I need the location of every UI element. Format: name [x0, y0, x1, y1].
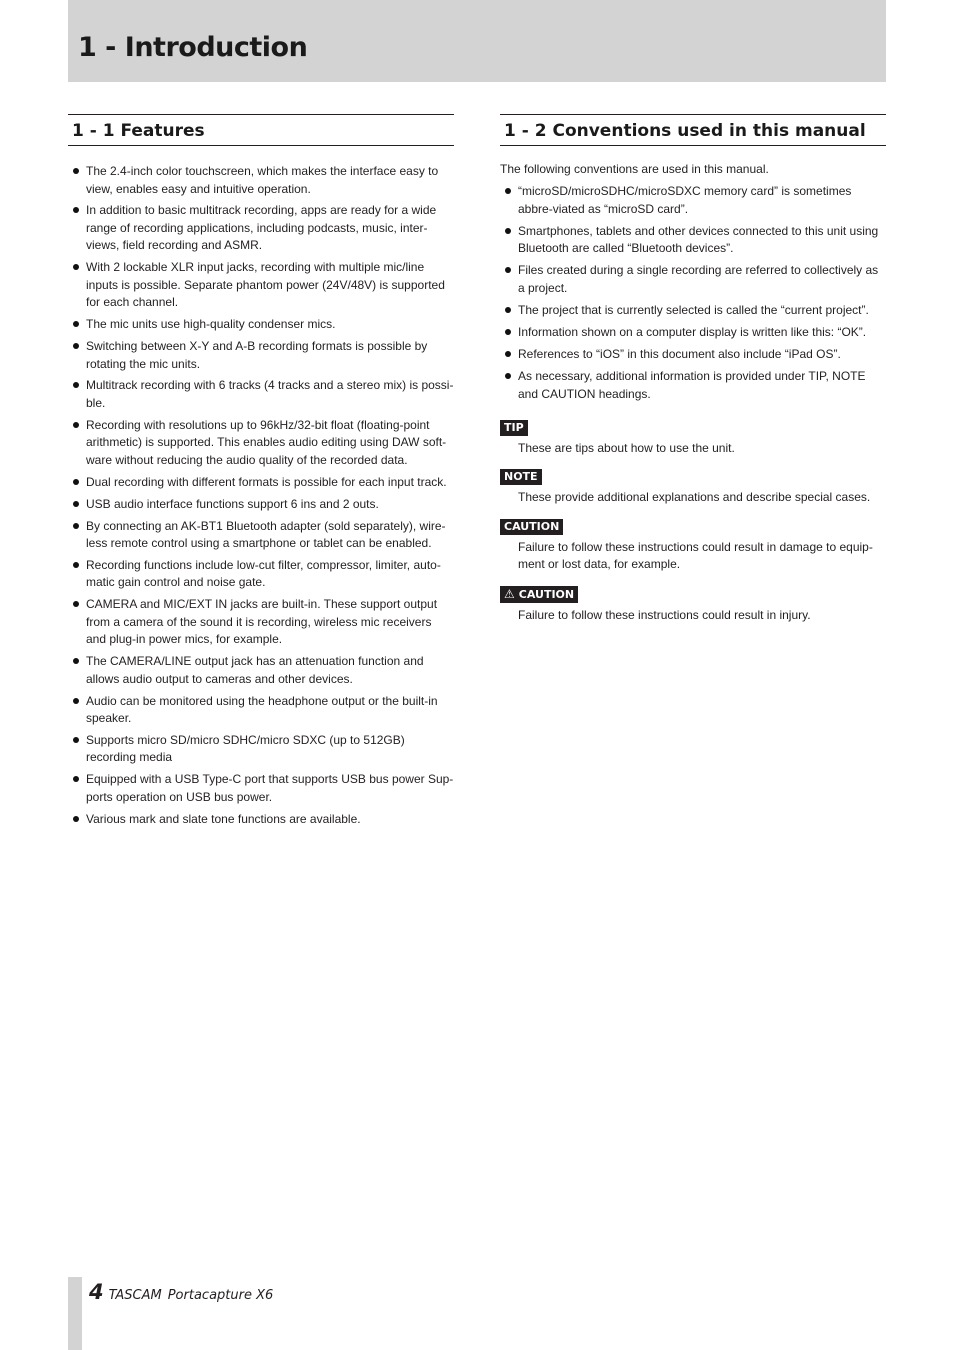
tip-text: These are tips about how to use the unit.	[518, 440, 735, 455]
bullet-icon	[73, 168, 79, 174]
list-item-text: By connecting an AK-BT1 Bluetooth adapter (sold separately), wire-less remote control using a smartphone or tablet can be enabled.	[86, 518, 446, 551]
list-item	[68, 693, 454, 728]
conventions-section	[500, 114, 886, 624]
list-item-text: The project that is currently selected is called the “current project”.	[518, 302, 869, 317]
bullet-icon	[73, 422, 79, 428]
list-item-text: Various mark and slate tone functions are available.	[86, 811, 361, 826]
bullet-icon	[73, 562, 79, 568]
list-item	[68, 771, 454, 806]
list-item	[68, 202, 454, 255]
bullet-icon	[73, 264, 79, 270]
list-item	[68, 496, 454, 514]
bullet-icon	[73, 601, 79, 607]
bullet-icon	[73, 207, 79, 213]
conventions-list	[500, 183, 886, 403]
list-item-text: References to “iOS” in this document also include “iPad OS”.	[518, 346, 841, 361]
list-item	[68, 259, 454, 312]
list-item-text: Recording functions include low-cut filter, compressor, limiter, auto-matic gain control and noise gate.	[86, 557, 441, 590]
list-item-text: Equipped with a USB Type-C port that supports USB bus power Sup-ports operation on USB bus power.	[86, 772, 454, 804]
page-number: 4	[89, 1280, 104, 1304]
list-item-text: With 2 lockable XLR input jacks, recording with multiple mic/line inputs is possible. Separate phantom power (24V/48V) is supported for each channel.	[86, 260, 445, 310]
warning-caution-tag	[500, 586, 578, 603]
bullet-icon	[505, 267, 511, 273]
warning-caution-label: CAUTION	[518, 587, 575, 601]
bullet-icon	[73, 698, 79, 704]
list-item-text: Recording with resolutions up to 96kHz/32-bit float (floating-point arithmetic) is supported. This enables audio editing using DAW soft-ware without reducing the audio quality of the recorded data.	[86, 417, 447, 467]
list-item	[68, 474, 454, 492]
list-item	[500, 324, 886, 342]
list-item-text: Files created during a single recording are referred to collectively as a project.	[518, 263, 879, 295]
list-item	[500, 183, 886, 218]
bullet-icon	[73, 776, 79, 782]
warning-triangle-icon: ⚠	[504, 586, 515, 601]
list-item-text: Audio can be monitored using the headphone output or the built-in speaker.	[86, 693, 438, 726]
list-item-text: USB audio interface functions support 6 ins and 2 outs.	[86, 496, 379, 511]
list-item-text: The CAMERA/LINE output jack has an attenuation function and allows audio output to cameras and other devices.	[86, 654, 424, 686]
bullet-icon	[73, 523, 79, 529]
list-item-text: As necessary, additional information is provided under TIP, NOTE and CAUTION headings.	[518, 369, 866, 401]
bullet-icon	[73, 343, 79, 349]
list-item-text: CAMERA and MIC/EXT IN jacks are built-in. These support output from a camera of the sound it is recording, wireless mic receivers and plug-in power mics, for example.	[86, 597, 438, 647]
page-footer	[89, 1280, 273, 1304]
list-item	[68, 377, 454, 412]
list-item-text: Dual recording with different formats is possible for each input track.	[86, 474, 447, 489]
bullet-icon	[505, 188, 511, 194]
caution-label: CAUTION	[500, 519, 563, 535]
note-text: These provide additional explanations and describe special cases.	[518, 490, 871, 505]
list-item	[68, 316, 454, 334]
list-item-text: “microSD/microSDHC/microSDXC memory card” is sometimes abbre-viated as “microSD card”.	[518, 184, 852, 216]
bullet-icon	[73, 816, 79, 822]
list-item-text: Smartphones, tablets and other devices connected to this unit using Bluetooth are called “Bluetooth devices”.	[518, 223, 879, 256]
conventions-heading: 1 - 2 Conventions used in this manual	[500, 114, 886, 146]
bullet-icon	[73, 321, 79, 327]
list-item-text: Multitrack recording with 6 tracks (4 tracks and a stereo mix) is possi-ble.	[86, 378, 454, 410]
features-list	[68, 163, 454, 828]
list-item-text: The 2.4-inch color touchscreen, which makes the interface easy to view, enables easy and intuitive operation.	[86, 164, 439, 196]
conventions-intro: The following conventions are used in this manual.	[500, 162, 769, 176]
list-item-text: Supports micro SD/micro SDHC/micro SDXC (up to 512GB) recording media	[86, 732, 405, 765]
features-heading: 1 - 1 Features	[68, 114, 454, 146]
bullet-icon	[73, 737, 79, 743]
list-item	[68, 557, 454, 592]
list-item	[68, 163, 454, 198]
list-item	[68, 653, 454, 688]
list-item	[500, 262, 886, 297]
list-item-text: Information shown on a computer display is written like this: “OK”.	[518, 324, 867, 339]
bullet-icon	[505, 329, 511, 335]
warning-caution-text: Failure to follow these instructions could result in injury.	[518, 607, 811, 622]
footer-brand: TASCAM	[108, 1288, 162, 1303]
bullet-icon	[73, 501, 79, 507]
list-item	[68, 811, 454, 829]
list-item	[500, 346, 886, 364]
bullet-icon	[505, 373, 511, 379]
list-item	[500, 368, 886, 403]
caution-text: Failure to follow these instructions could result in damage to equip-ment or lost data, for example.	[518, 539, 873, 572]
list-item	[68, 417, 454, 470]
bullet-icon	[73, 382, 79, 388]
list-item-text: Switching between X-Y and A-B recording formats is possible by rotating the mic units.	[86, 339, 428, 371]
features-section	[68, 114, 454, 833]
list-item	[68, 338, 454, 373]
list-item	[68, 596, 454, 649]
footer-bar	[68, 1277, 82, 1350]
chapter-title: 1 - Introduction	[78, 32, 308, 63]
list-item-text: In addition to basic multitrack recording, apps are ready for a wide range of recording applications, including podcasts, music, inter-views, field recording and ASMR.	[86, 203, 437, 253]
bullet-icon	[73, 658, 79, 664]
list-item	[68, 518, 454, 553]
bullet-icon	[73, 479, 79, 485]
list-item	[500, 223, 886, 258]
list-item	[500, 302, 886, 320]
note-label: NOTE	[500, 469, 542, 485]
list-item	[68, 732, 454, 767]
tip-label: TIP	[500, 420, 528, 436]
bullet-icon	[505, 228, 511, 234]
bullet-icon	[505, 307, 511, 313]
footer-model: Portacapture X6	[167, 1288, 274, 1303]
list-item-text: The mic units use high-quality condenser mics.	[86, 317, 336, 332]
bullet-icon	[505, 351, 511, 357]
